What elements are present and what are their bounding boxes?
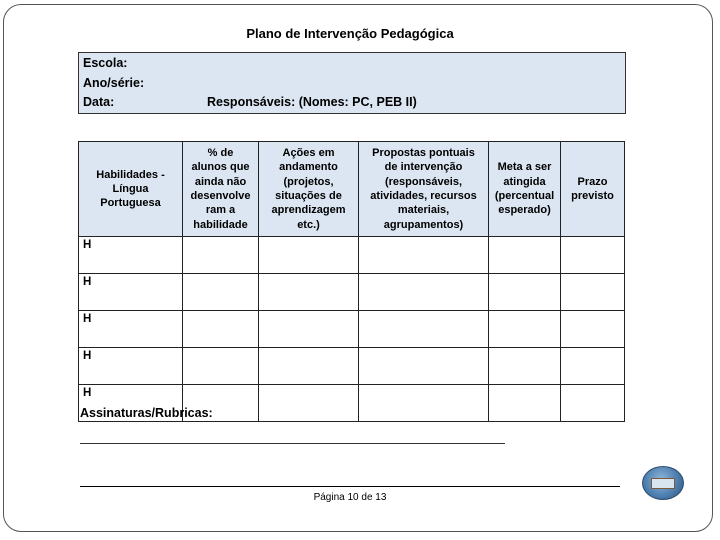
table-cell — [489, 237, 561, 274]
table-cell — [259, 274, 359, 311]
column-header-proposals: Propostas pontuais de intervenção (responsáveis, atividades, recursos materiais, agrupamentos) — [359, 142, 489, 237]
table-cell — [561, 274, 625, 311]
table-cell — [489, 274, 561, 311]
table-cell — [359, 311, 489, 348]
column-header-skills: Habilidades - Língua Portuguesa — [79, 142, 183, 237]
table-row — [79, 237, 625, 274]
column-header-ongoing-actions: Ações em andamento (projetos, situações de aprendizagem etc.) — [259, 142, 359, 237]
table-header-row — [79, 142, 625, 237]
grade-label: Ano/série: — [83, 76, 145, 90]
table-cell — [359, 348, 489, 385]
institution-logo — [642, 466, 684, 500]
table-cell — [183, 274, 259, 311]
table-cell — [561, 237, 625, 274]
signature-line — [80, 443, 505, 444]
footer-rule — [80, 486, 620, 487]
table-cell — [259, 348, 359, 385]
table-cell — [359, 274, 489, 311]
table-cell — [489, 348, 561, 385]
table-row — [79, 348, 625, 385]
table-cell — [561, 348, 625, 385]
responsibles-label: Responsáveis: (Nomes: PC, PEB II) — [207, 95, 417, 109]
row-label: H — [79, 348, 183, 385]
row-label: H — [79, 385, 183, 422]
table-cell — [489, 311, 561, 348]
date-label: Data: — [83, 95, 115, 109]
page-number: Página 10 de 13 — [313, 492, 387, 503]
row-label: H — [79, 237, 183, 274]
table-cell — [489, 385, 561, 422]
document-title: Plano de Intervenção Pedagógica — [246, 26, 454, 41]
table-cell — [561, 385, 625, 422]
table-cell — [259, 385, 359, 422]
intervention-table — [78, 141, 625, 422]
signatures-label: Assinaturas/Rubricas: — [80, 406, 213, 420]
table-cell — [359, 237, 489, 274]
table-cell — [259, 311, 359, 348]
table-cell — [561, 311, 625, 348]
school-label: Escola: — [83, 56, 128, 70]
table-row — [79, 311, 625, 348]
table-row — [79, 274, 625, 311]
column-header-deadline: Prazo previsto — [561, 142, 625, 237]
table-cell — [259, 237, 359, 274]
table-cell — [183, 311, 259, 348]
table-cell — [359, 385, 489, 422]
column-header-percent-students: % de alunos que ainda não desenvolve ram a habilidade — [183, 142, 259, 237]
column-header-target: Meta a ser atingida (percentual esperado) — [489, 142, 561, 237]
header-box — [78, 52, 626, 114]
table-cell — [183, 237, 259, 274]
row-label: H — [79, 311, 183, 348]
row-label: H — [79, 274, 183, 311]
table-cell — [183, 348, 259, 385]
